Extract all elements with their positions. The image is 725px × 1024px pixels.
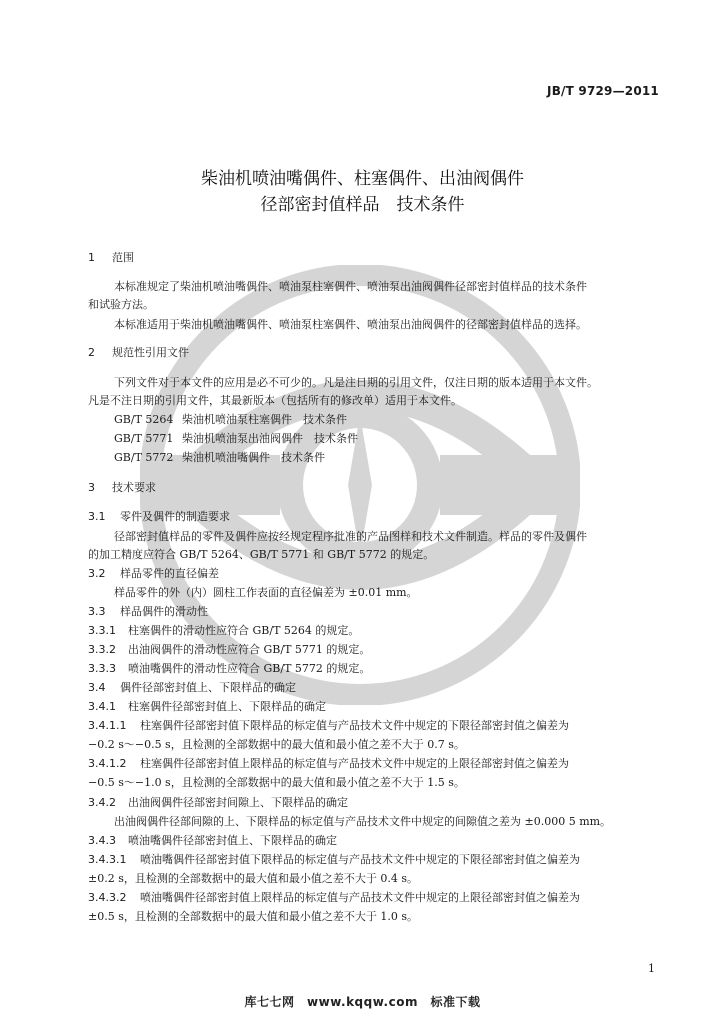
paragraph: 凡是不注日期的引用文件，其最新版本（包括所有的修改单）适用于本文件。 [88, 394, 462, 407]
paragraph: 本标准规定了柴油机喷油嘴偶件、喷油泵柱塞偶件、喷油泵出油阀偶件径部密封值样品的技术条件 [114, 280, 587, 293]
document-title-line2: 径部密封值样品 技术条件 [260, 195, 465, 215]
reference-title: 柴油机喷油泵出油阀偶件 技术条件 [182, 432, 358, 445]
subsection-3-4-3-heading [88, 834, 337, 848]
clause-number: 3.4.3.1 [88, 853, 127, 866]
clause-3-4-3-2 [88, 891, 580, 905]
section-title: 喷油嘴偶件径部密封值上、下限样品的确定 [128, 834, 337, 847]
paragraph: 下列文件对于本文件的应用是必不可少的。凡是注日期的引用文件，仅注日期的版本适用于本文件。 [114, 376, 598, 389]
paragraph: 径部密封值样品的零件及偶件应按经规定程序批准的产品图样和技术文件制造。样品的零件及偶件 [114, 530, 587, 543]
clause-text: 喷油嘴偶件径部密封值上限样品的标定值与产品技术文件中规定的上限径部密封值之偏差为 [140, 891, 580, 904]
section-title: 偶件径部密封值上、下限样品的确定 [120, 681, 296, 694]
paragraph: 出油阀偶件径部间隙的上、下限样品的标定值与产品技术文件中规定的间隙值之差为 ±0.000 5 mm。 [114, 815, 612, 828]
section-title: 技术要求 [112, 481, 156, 494]
clause-text: 柱塞偶件径部密封值下限样品的标定值与产品技术文件中规定的下限径部密封值之偏差为 [140, 719, 569, 732]
paragraph: −0.2 s～−0.5 s，且检测的全部数据中的最大值和最小值之差不大于 0.7 s。 [88, 738, 465, 751]
reference-title: 柴油机喷油泵柱塞偶件 技术条件 [182, 413, 347, 426]
paragraph: 和试验方法。 [88, 298, 154, 311]
reference-code: GB/T 5772 [114, 451, 174, 464]
clause-text: 出油阀偶件的滑动性应符合 GB/T 5771 的规定。 [128, 643, 371, 656]
section-title: 样品偶件的滑动性 [120, 605, 208, 618]
section-number: 1 [88, 251, 95, 264]
clause-3-3-3 [88, 662, 370, 676]
reference-code: GB/T 5264 [114, 413, 174, 426]
subsection-3-3-heading [88, 605, 208, 619]
paragraph: 本标准适用于柴油机喷油嘴偶件、喷油泵柱塞偶件、喷油泵出油阀偶件的径部密封值样品的选择。 [114, 318, 587, 331]
section-2-heading [88, 346, 189, 360]
section-number: 3.4.2 [88, 796, 116, 809]
paragraph: 的加工精度应符合 GB/T 5264、GB/T 5771 和 GB/T 5772 的规定。 [88, 548, 435, 561]
section-number: 3.3 [88, 605, 106, 618]
section-1-heading [88, 251, 134, 265]
clause-3-4-3-1 [88, 853, 580, 867]
section-number: 3.4.3 [88, 834, 116, 847]
paragraph: −0.5 s～−1.0 s，且检测的全部数据中的最大值和最小值之差不大于 1.5 s。 [88, 776, 465, 789]
section-number: 3.4.1 [88, 700, 116, 713]
clause-number: 3.3.1 [88, 624, 116, 637]
clause-text: 柱塞偶件径部密封值上限样品的标定值与产品技术文件中规定的上限径部密封值之偏差为 [140, 757, 569, 770]
clause-3-4-1-2 [88, 757, 569, 771]
section-title: 零件及偶件的制造要求 [120, 510, 230, 523]
subsection-3-4-2-heading [88, 796, 348, 810]
section-title: 出油阀偶件径部密封间隙上、下限样品的确定 [128, 796, 348, 809]
section-title: 柱塞偶件径部密封值上、下限样品的确定 [128, 700, 326, 713]
reference-code: GB/T 5771 [114, 432, 174, 445]
clause-3-4-1-1 [88, 719, 569, 733]
section-title: 样品零件的直径偏差 [120, 567, 219, 580]
clause-number: 3.4.1.1 [88, 719, 127, 732]
subsection-3-4-heading [88, 681, 296, 695]
paragraph: 样品零件的外（内）圆柱工作表面的直径偏差为 ±0.01 mm。 [114, 586, 418, 599]
standard-code: JB/T 9729—2011 [547, 84, 659, 98]
clause-number: 3.3.3 [88, 662, 116, 675]
clause-3-3-1 [88, 624, 359, 638]
clause-number: 3.3.2 [88, 643, 116, 656]
clause-number: 3.4.1.2 [88, 757, 127, 770]
page-number: 1 [648, 962, 655, 975]
clause-text: 柱塞偶件的滑动性应符合 GB/T 5264 的规定。 [128, 624, 360, 637]
section-title: 范围 [112, 251, 134, 264]
clause-text: 喷油嘴偶件的滑动性应符合 GB/T 5772 的规定。 [128, 662, 371, 675]
subsection-3-2-heading [88, 567, 219, 581]
reference-item [114, 432, 686, 446]
subsection-3-4-1-heading [88, 700, 326, 714]
subsection-3-1-heading [88, 510, 230, 524]
section-number: 2 [88, 346, 95, 359]
clause-text: 喷油嘴偶件径部密封值下限样品的标定值与产品技术文件中规定的下限径部密封值之偏差为 [140, 853, 580, 866]
paragraph: ±0.2 s，且检测的全部数据中的最大值和最小值之差不大于 0.4 s。 [88, 872, 418, 885]
section-title: 规范性引用文件 [112, 346, 189, 359]
section-3-heading [88, 481, 156, 495]
section-number: 3 [88, 481, 95, 494]
section-number: 3.2 [88, 567, 106, 580]
reference-title: 柴油机喷油嘴偶件 技术条件 [182, 451, 325, 464]
paragraph: ±0.5 s，且检测的全部数据中的最大值和最小值之差不大于 1.0 s。 [88, 910, 418, 923]
footer-banner: 库七七网 www.kqqw.com 标准下载 [244, 995, 481, 1009]
section-number: 3.4 [88, 681, 106, 694]
section-number: 3.1 [88, 510, 106, 523]
clause-number: 3.4.3.2 [88, 891, 127, 904]
reference-item [114, 451, 686, 465]
clause-3-3-2 [88, 643, 370, 657]
reference-item [114, 413, 686, 427]
document-title-line1: 柴油机喷油嘴偶件、柱塞偶件、出油阀偶件 [201, 169, 524, 189]
